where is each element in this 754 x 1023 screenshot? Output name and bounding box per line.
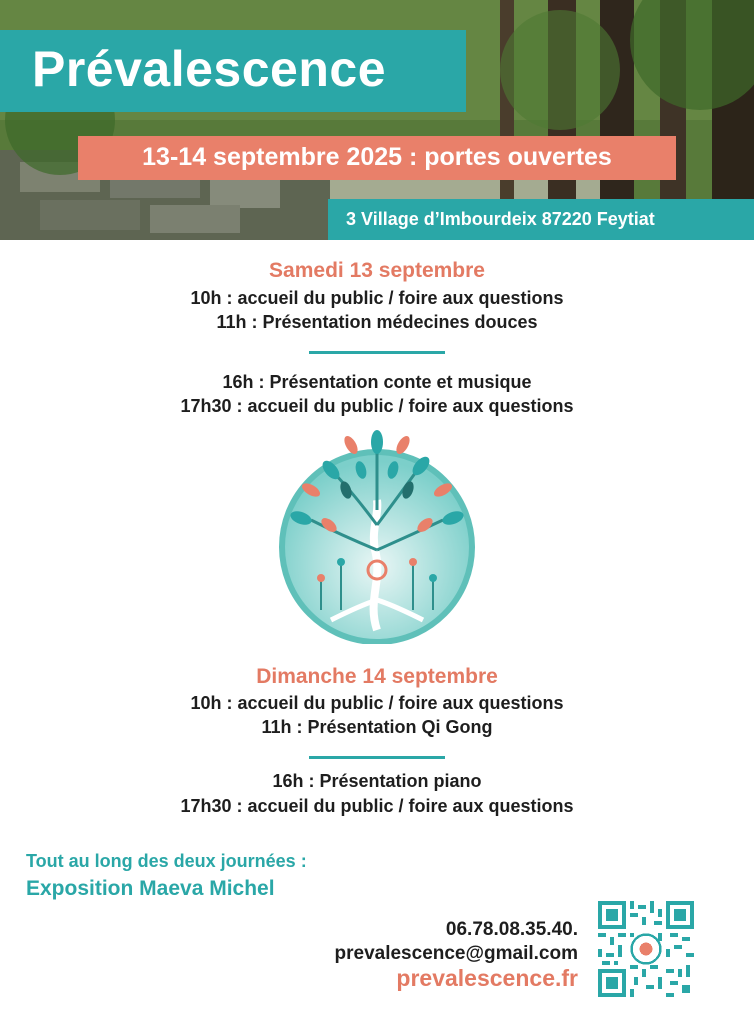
email-link[interactable]: prevalescence@gmail.com [334, 943, 578, 964]
address-band [328, 199, 754, 240]
sunday-heading: Dimanche 14 septembre [256, 665, 498, 688]
exhibition-label: Exposition Maeva Michel [26, 877, 275, 900]
schedule-line: 11h : Présentation Qi Gong [261, 717, 493, 737]
dates-band [78, 136, 676, 180]
schedule-line: 10h : accueil du public / foire aux questions [190, 693, 564, 713]
event-dates: 13-14 septembre 2025 : portes ouvertes [142, 143, 612, 171]
event-address: 3 Village d’Imbourdeix 87220 Feytiat [346, 209, 655, 229]
page-title: Prévalescence [32, 41, 387, 97]
schedule-line: 17h30 : accueil du public / foire aux questions [180, 796, 574, 816]
schedule-line: 16h : Présentation piano [272, 771, 482, 791]
schedule-line: 16h : Présentation conte et musique [222, 372, 532, 392]
schedule-line: 17h30 : accueil du public / foire aux questions [180, 396, 574, 416]
along-label: Tout au long des deux journées : [26, 851, 307, 871]
header-photo [0, 0, 754, 240]
schedule-line: 10h : accueil du public / foire aux questions [190, 288, 564, 308]
qr-code-icon[interactable] [598, 901, 694, 997]
tree-of-life-logo-icon [271, 430, 483, 644]
title-band [0, 30, 466, 112]
divider [309, 756, 445, 759]
divider [309, 351, 445, 354]
phone-number: 06.78.08.35.40. [445, 919, 578, 940]
saturday-heading: Samedi 13 septembre [269, 259, 485, 282]
website-link[interactable]: prevalescence.fr [396, 965, 578, 991]
schedule-line: 11h : Présentation médecines douces [216, 312, 538, 332]
